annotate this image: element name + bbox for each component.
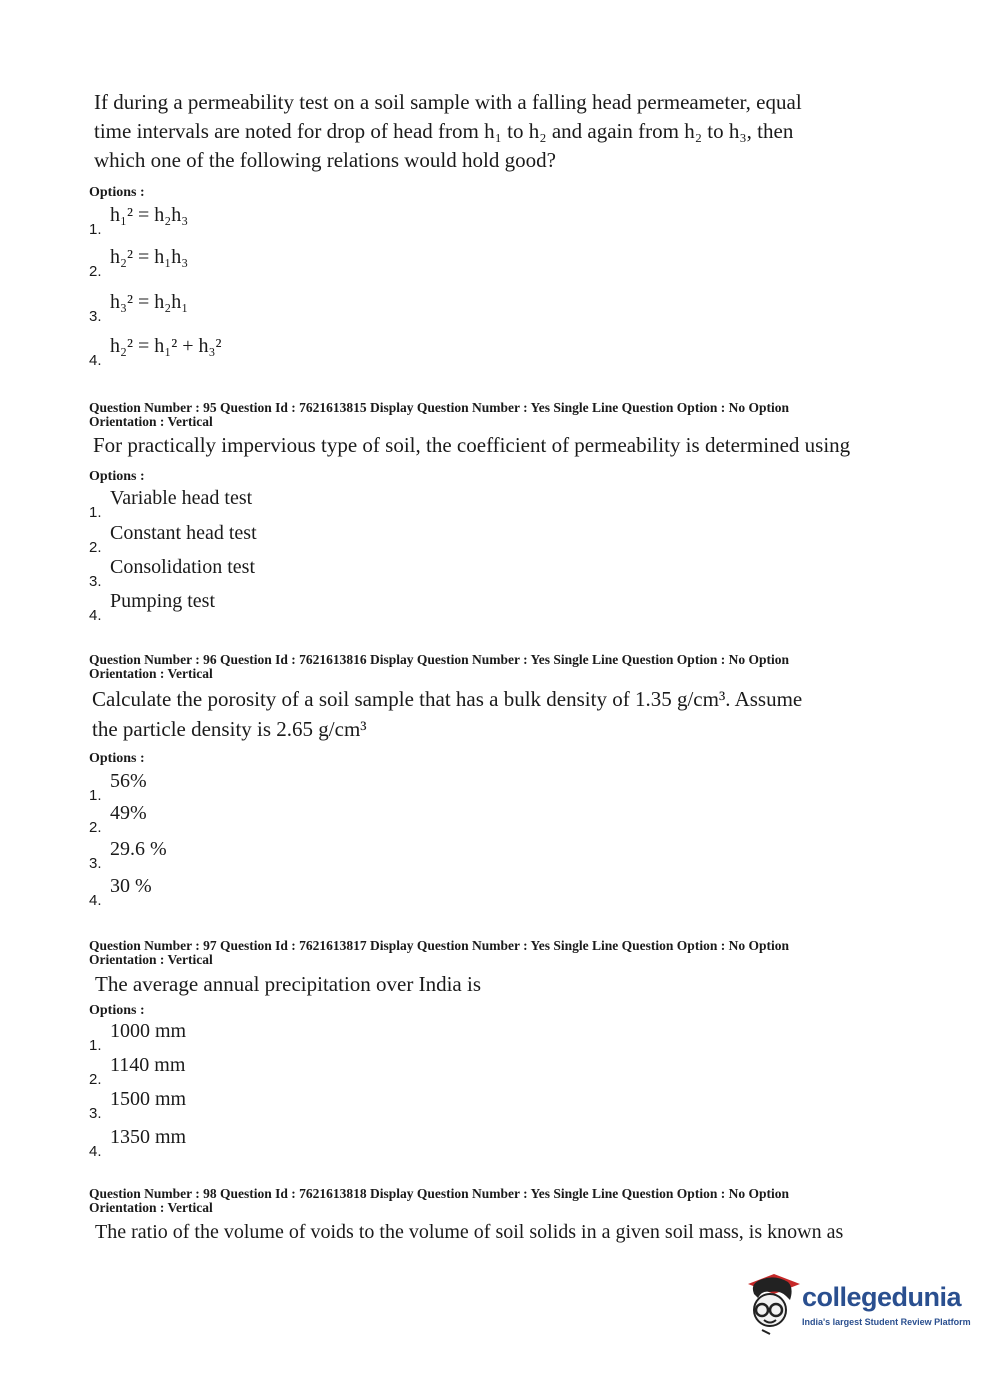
q96-meta-line1: Question Number : 96 Question Id : 7621613816 Display Question Number : Yes Single Line Question Option : No Option — [89, 652, 789, 667]
option-number: 1. — [89, 221, 102, 238]
option-text: Constant head test — [110, 522, 257, 544]
option-text: 1500 mm — [110, 1088, 187, 1110]
option-number: 2. — [89, 819, 102, 836]
option-number: 2. — [89, 263, 102, 280]
q95-meta-line2: Orientation : Vertical — [89, 414, 213, 429]
option-number: 1. — [89, 1037, 102, 1054]
option-text: 1350 mm — [110, 1126, 187, 1148]
option-text: h₁² = h₂h₃ — [110, 204, 189, 226]
option-number: 3. — [89, 855, 102, 872]
option-text: Consolidation test — [110, 556, 255, 578]
option-number: 4. — [89, 1143, 102, 1160]
q95-options-label: Options : — [89, 469, 145, 484]
q94-text-line1: If during a permeability test on a soil sample with a falling head permeameter, equal — [94, 90, 802, 114]
q96-options-label: Options : — [89, 751, 145, 766]
option-text: 56% — [110, 770, 147, 792]
option-number: 3. — [89, 308, 102, 325]
logo-tagline: India's largest Student Review Platform — [802, 1317, 971, 1327]
option-number: 2. — [89, 1071, 102, 1088]
option-text: 29.6 % — [110, 838, 167, 860]
q98-meta-line1: Question Number : 98 Question Id : 7621613818 Display Question Number : Yes Single Line Question Option : No Option — [89, 1186, 789, 1201]
option-text: Pumping test — [110, 590, 216, 612]
collegedunia-logo — [740, 1270, 970, 1340]
q97-meta-line2: Orientation : Vertical — [89, 952, 213, 967]
q98-meta-line2: Orientation : Vertical — [89, 1200, 213, 1215]
option-number: 4. — [89, 892, 102, 909]
q94-text-line2: time intervals are noted for drop of head from h₁ to h₂ and again from h₂ to h₃, then — [94, 119, 794, 143]
option-text: 30 % — [110, 875, 152, 897]
option-text: h₂² = h₁h₃ — [110, 246, 189, 268]
option-number: 3. — [89, 1105, 102, 1122]
q97-text: The average annual precipitation over India is — [95, 972, 481, 996]
option-text: 1000 mm — [110, 1020, 187, 1042]
student-mascot-icon — [740, 1270, 804, 1338]
q98-text: The ratio of the volume of voids to the volume of soil solids in a given soil mass, is known as — [95, 1221, 844, 1243]
q97-options-label: Options : — [89, 1003, 145, 1018]
q94-text-line3: which one of the following relations would hold good? — [94, 148, 556, 172]
q95-meta-line1: Question Number : 95 Question Id : 7621613815 Display Question Number : Yes Single Line Question Option : No Option — [89, 400, 789, 415]
option-number: 3. — [89, 573, 102, 590]
option-number: 1. — [89, 787, 102, 804]
option-text: h₃² = h₂h₁ — [110, 291, 189, 313]
q97-meta-line1: Question Number : 97 Question Id : 7621613817 Display Question Number : Yes Single Line Question Option : No Option — [89, 938, 789, 953]
option-number: 2. — [89, 539, 102, 556]
option-text: 49% — [110, 802, 147, 824]
q94-options-label: Options : — [89, 185, 145, 200]
option-text: Variable head test — [110, 487, 253, 509]
option-number: 1. — [89, 504, 102, 521]
logo-wordmark: collegedunia — [802, 1282, 962, 1312]
option-number: 4. — [89, 352, 102, 369]
option-text: 1140 mm — [110, 1054, 186, 1076]
q95-text: For practically impervious type of soil, the coefficient of permeability is determined using — [93, 433, 851, 457]
q96-meta-line2: Orientation : Vertical — [89, 666, 213, 681]
option-text: h₂² = h₁² + h₃² — [110, 335, 222, 357]
q96-text-line2: the particle density is 2.65 g/cm³ — [92, 717, 367, 741]
option-number: 4. — [89, 607, 102, 624]
q96-text-line1: Calculate the porosity of a soil sample that has a bulk density of 1.35 g/cm³. Assume — [92, 687, 803, 711]
